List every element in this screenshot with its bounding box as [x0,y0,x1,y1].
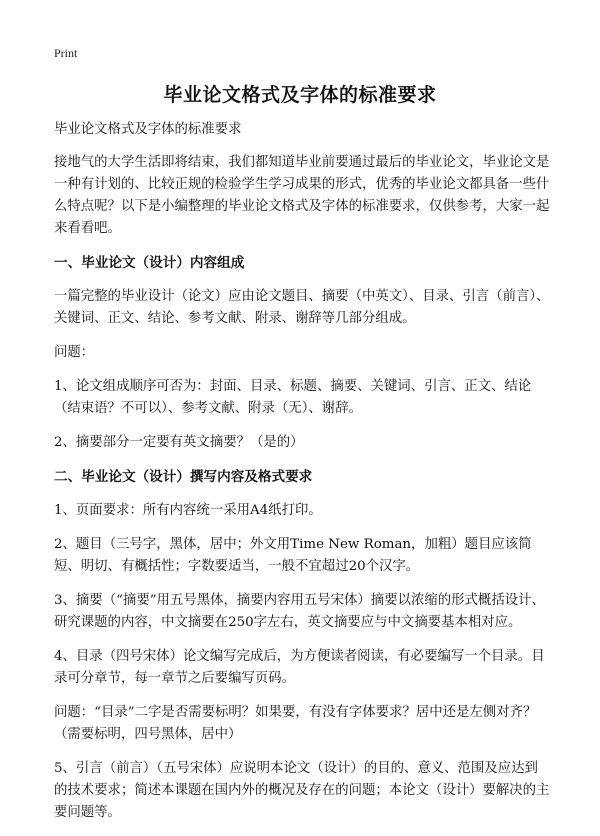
intro-paragraph: 接地气的大学生活即将结束，我们都知道毕业前要通过最后的毕业论文，毕业论文是一种有计划的、比较正规的检验学生学习成果的形式，优秀的毕业论文都具备一些什么特点呢？以下是小编整理的毕业论文格式及字体的标准要求，仅供参考，大家一起来看看吧。 [54,155,550,236]
section1-body: 一篇完整的毕业设计（论文）应由论文题目、摘要（中英文）、目录、引言（前言）、关键词、正文、结论、参考文献、附录、谢辞等几部分组成。 [54,289,550,326]
print-label[interactable]: Print [54,46,78,60]
section2-heading: 二、毕业论文（设计）撰写内容及格式要求 [54,469,313,485]
subtitle: 毕业论文格式及字体的标准要求 [54,122,242,137]
section2-item-5: 5、引言（前言）（五号宋体）应说明本论文（设计）的目的、意义、范围及应达到的技术要求；简述本课题在国内外的概况及存在的问题；本论文（设计）要解决的主要问题等。 [54,761,550,820]
section2-item-3: 3、摘要（“摘要”用五号黑体，摘要内容用五号宋体）摘要以浓缩的形式概括设计、研究课题的内容，中文摘要在250字左右，英文摘要应与中文摘要基本相对应。 [54,593,545,630]
page-title: 毕业论文格式及字体的标准要求 [163,84,437,106]
section2-item-4: 4、目录（四号宋体）论文编写完成后，为方便读者阅读，有必要编写一个目录。目录可分章节，每一章节之后要编写页码。 [54,649,545,686]
section1-question-1: 1、论文组成顺序可否为：封面、目录、标题、摘要、关键词、引言、正文、结论（结束语？不可以）、参考文献、附录（无）、谢辞。 [54,379,532,416]
section2-item-2: 2、题目（三号字，黑体，居中；外文用Time New Roman，加粗）题目应该简短、明切、有概括性；字数要适当，一般不宜超过20个汉字。 [54,537,532,574]
section1-question-2: 2、摘要部分一定要有英文摘要？（是的） [54,435,304,450]
section2-question: 问题：“目录”二字是否需要标明？如果要，有没有字体要求？居中还是左侧对齐？（需要标明，四号黑体，居中） [54,705,537,742]
section1-question-label: 问题： [54,345,95,360]
section1-heading: 一、毕业论文（设计）内容组成 [54,255,245,271]
article-body [54,119,550,836]
section2-item-1: 1、页面要求：所有内容统一采用A4纸打印。 [54,503,322,518]
